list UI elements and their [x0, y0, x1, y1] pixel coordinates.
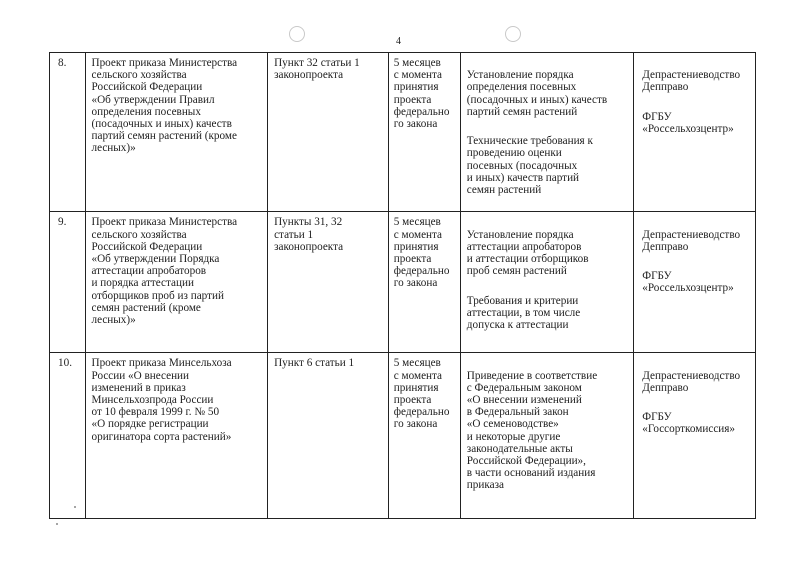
row-number: 9.	[50, 212, 86, 353]
deadline: 5 месяцев с момента принятия проекта федерально го закона	[388, 53, 460, 212]
punch-hole-right	[505, 26, 521, 42]
subject-text: Технические требования к проведению оценки посевных (посадочных и иных) качеств партий семян растений	[466, 135, 593, 197]
table-row	[50, 353, 756, 519]
bill-point: Пункт 32 статьи 1 законопроекта	[268, 53, 389, 212]
executor-text: Депрастениеводство Депправо	[642, 69, 741, 94]
bill-point: Пункт 6 статьи 1	[268, 353, 389, 519]
page-number: 4	[396, 36, 401, 47]
deadline: 5 месяцев с момента принятия проекта федерально го закона	[388, 353, 460, 519]
executor-text: ФГБУ «Россельхозцентр»	[642, 110, 734, 136]
subject-cell	[460, 212, 633, 353]
deadline: 5 месяцев с момента принятия проекта федерально го закона	[388, 212, 460, 353]
executor-text: ФГБУ «Россельхозцентр»	[642, 270, 734, 295]
document-title: Проект приказа Минсельхоза России «О внесении изменений в приказ Минсельхозпрода России от 10 февраля 1999 г. № 50 «О порядке регистрации оригинатора сорта растений»	[85, 353, 268, 519]
executor-cell	[634, 53, 756, 212]
subject-cell	[460, 353, 633, 519]
subject-cell	[460, 53, 633, 212]
subject-text: Установление порядка определения посевных (посадочных и иных) качеств партий семян растений	[466, 69, 608, 118]
document-title: Проект приказа Министерства сельского хозяйства Российской Федерации «Об утверждении Порядка аттестации апробаторов и порядка аттестации отборщиков проб из партий семян растений (кроме лесных)»	[85, 212, 268, 353]
table-row	[50, 212, 756, 353]
punch-hole-left	[289, 26, 305, 42]
scan-speck	[74, 506, 76, 508]
table-row	[50, 53, 756, 212]
executor-text: Депрастениеводство Депправо	[642, 228, 741, 253]
row-number: 10.	[50, 353, 86, 519]
executor-cell	[634, 353, 756, 519]
plan-table	[49, 52, 756, 519]
subject-text: Установление порядка аттестации апробаторов и аттестации отборщиков проб семян растений	[466, 228, 589, 278]
scan-speck	[56, 523, 58, 525]
executor-cell	[634, 212, 756, 353]
document-title: Проект приказа Министерства сельского хозяйства Российской Федерации «Об утверждении Правил определения посевных (посадочных и иных) качеств партий семян растений (кроме лесных)»	[85, 53, 268, 212]
row-number: 8.	[50, 53, 86, 212]
subject-text: Приведение в соответствие с Федеральным законом «О внесении изменений в Федеральный закон «О семеноводстве» и некоторые другие законодательные акты Российской Федерации», в части оснований издания приказа	[466, 369, 598, 492]
bill-point: Пункты 31, 32 статьи 1 законопроекта	[268, 212, 389, 353]
subject-text: Требования и критерии аттестации, в том числе допуска к аттестации	[466, 294, 581, 332]
executor-text: Депрастениеводство Депправо	[642, 369, 741, 394]
executor-text: ФГБУ «Госсорткомиссия»	[642, 411, 736, 436]
